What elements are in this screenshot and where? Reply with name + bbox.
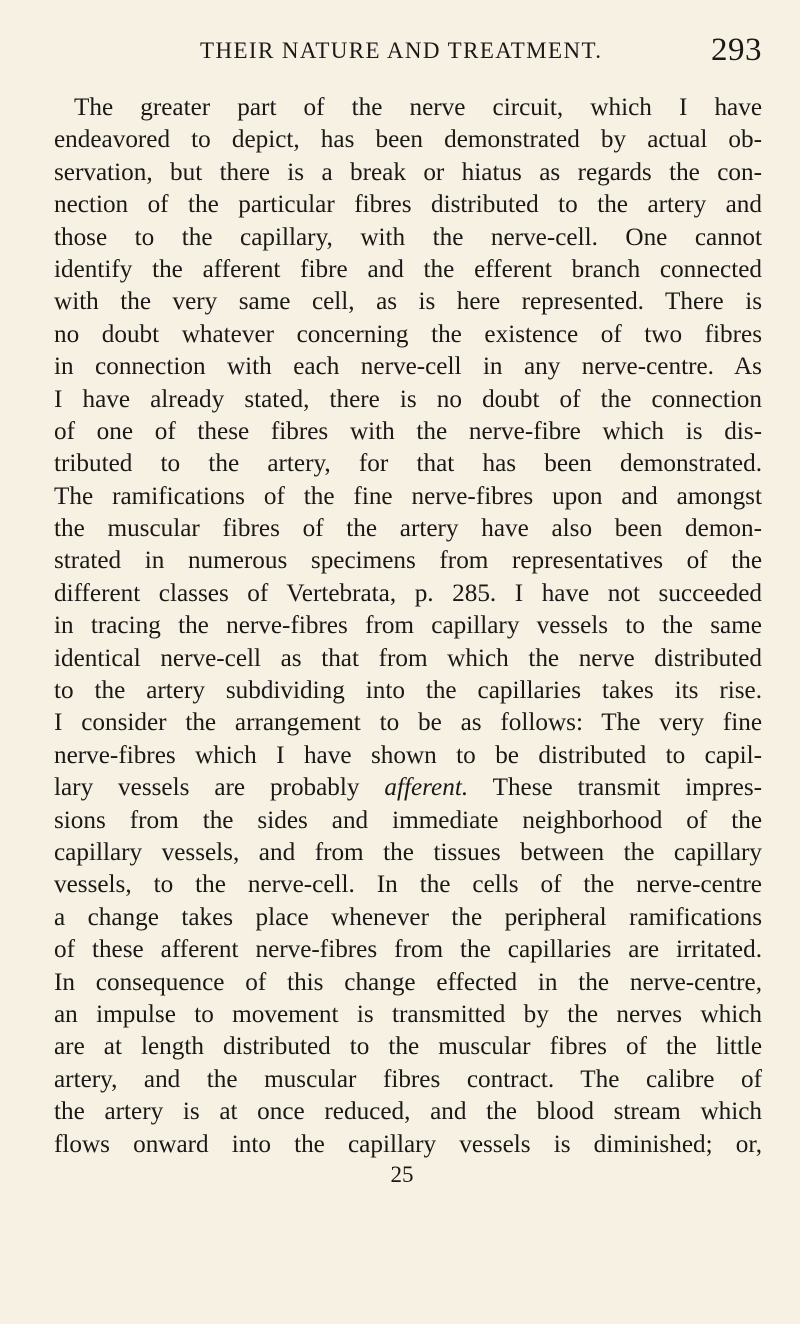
text-line: flows onward into the capillary vessels is diminished; or, <box>54 1130 762 1158</box>
text-line-with-italic <box>54 772 762 804</box>
text-line: in tracing the nerve-fibres from capillary vessels to the same <box>54 612 762 640</box>
text-line: in connection with each nerve-cell in any nerve-centre. As <box>54 353 762 381</box>
running-head <box>54 30 762 74</box>
text-segment: lary vessels are probably <box>54 774 360 802</box>
body-paragraph <box>54 92 762 1161</box>
text-line: vessels, to the nerve-cell. In the cells of the nerve-centre <box>54 871 762 899</box>
text-line: The ramifications of the fine nerve-fibres upon and amongst <box>54 482 762 510</box>
text-segment: These transmit impres- <box>492 774 763 802</box>
italic-term: afferent. <box>384 774 469 802</box>
text-line: nerve-fibres which I have shown to be distributed to capil- <box>54 741 762 769</box>
text-line: tributed to the artery, for that has been demonstrated. <box>54 450 762 478</box>
text-line: endeavored to depict, has been demonstrated by actual ob- <box>54 126 762 154</box>
signature-mark: 25 <box>390 1162 414 1187</box>
running-title: THEIR NATURE AND TREATMENT. <box>200 38 603 63</box>
text-line: identical nerve-cell as that from which the nerve distributed <box>54 644 762 672</box>
text-line: capillary vessels, and from the tissues between the capillary <box>54 838 762 866</box>
text-line: In consequence of this change effected in the nerve-centre, <box>54 968 762 996</box>
text-line: the artery is at once reduced, and the blood stream which <box>54 1098 762 1126</box>
text-line: servation, but there is a break or hiatus as regards the con- <box>54 158 762 186</box>
text-line: a change takes place whenever the peripheral ramifications <box>54 903 762 931</box>
text-line: artery, and the muscular fibres contract. The calibre of <box>54 1065 762 1093</box>
text-line: are at length distributed to the muscular fibres of the little <box>54 1033 762 1061</box>
text-line: The greater part of the nerve circuit, which I have <box>74 94 762 121</box>
text-line: of these afferent nerve-fibres from the capillaries are irritated. <box>54 936 762 964</box>
text-line: with the very same cell, as is here represented. There is <box>54 288 762 316</box>
text-line: sions from the sides and immediate neighborhood of the <box>54 806 762 834</box>
page-number: 293 <box>711 32 762 68</box>
text-line: no doubt whatever concerning the existence of two fibres <box>54 320 762 348</box>
text-line: to the artery subdividing into the capillaries takes its rise. <box>54 677 762 705</box>
text-line: identify the afferent fibre and the efferent branch connected <box>54 255 762 283</box>
text-line: I have already stated, there is no doubt of the connection <box>54 385 762 413</box>
text-line: strated in numerous specimens from representatives of the <box>54 547 762 575</box>
text-line: those to the capillary, with the nerve-cell. One cannot <box>54 223 762 251</box>
text-line: of one of these fibres with the nerve-fibre which is dis- <box>54 417 762 445</box>
text-line: I consider the arrangement to be as follows: The very fine <box>54 709 762 737</box>
text-line: different classes of Vertebrata, p. 285. I have not succeeded <box>54 579 762 607</box>
text-line: nection of the particular fibres distributed to the artery and <box>54 191 762 219</box>
text-line: the muscular fibres of the artery have also been demon- <box>54 515 762 543</box>
text-line: an impulse to movement is transmitted by the nerves which <box>54 1000 762 1028</box>
